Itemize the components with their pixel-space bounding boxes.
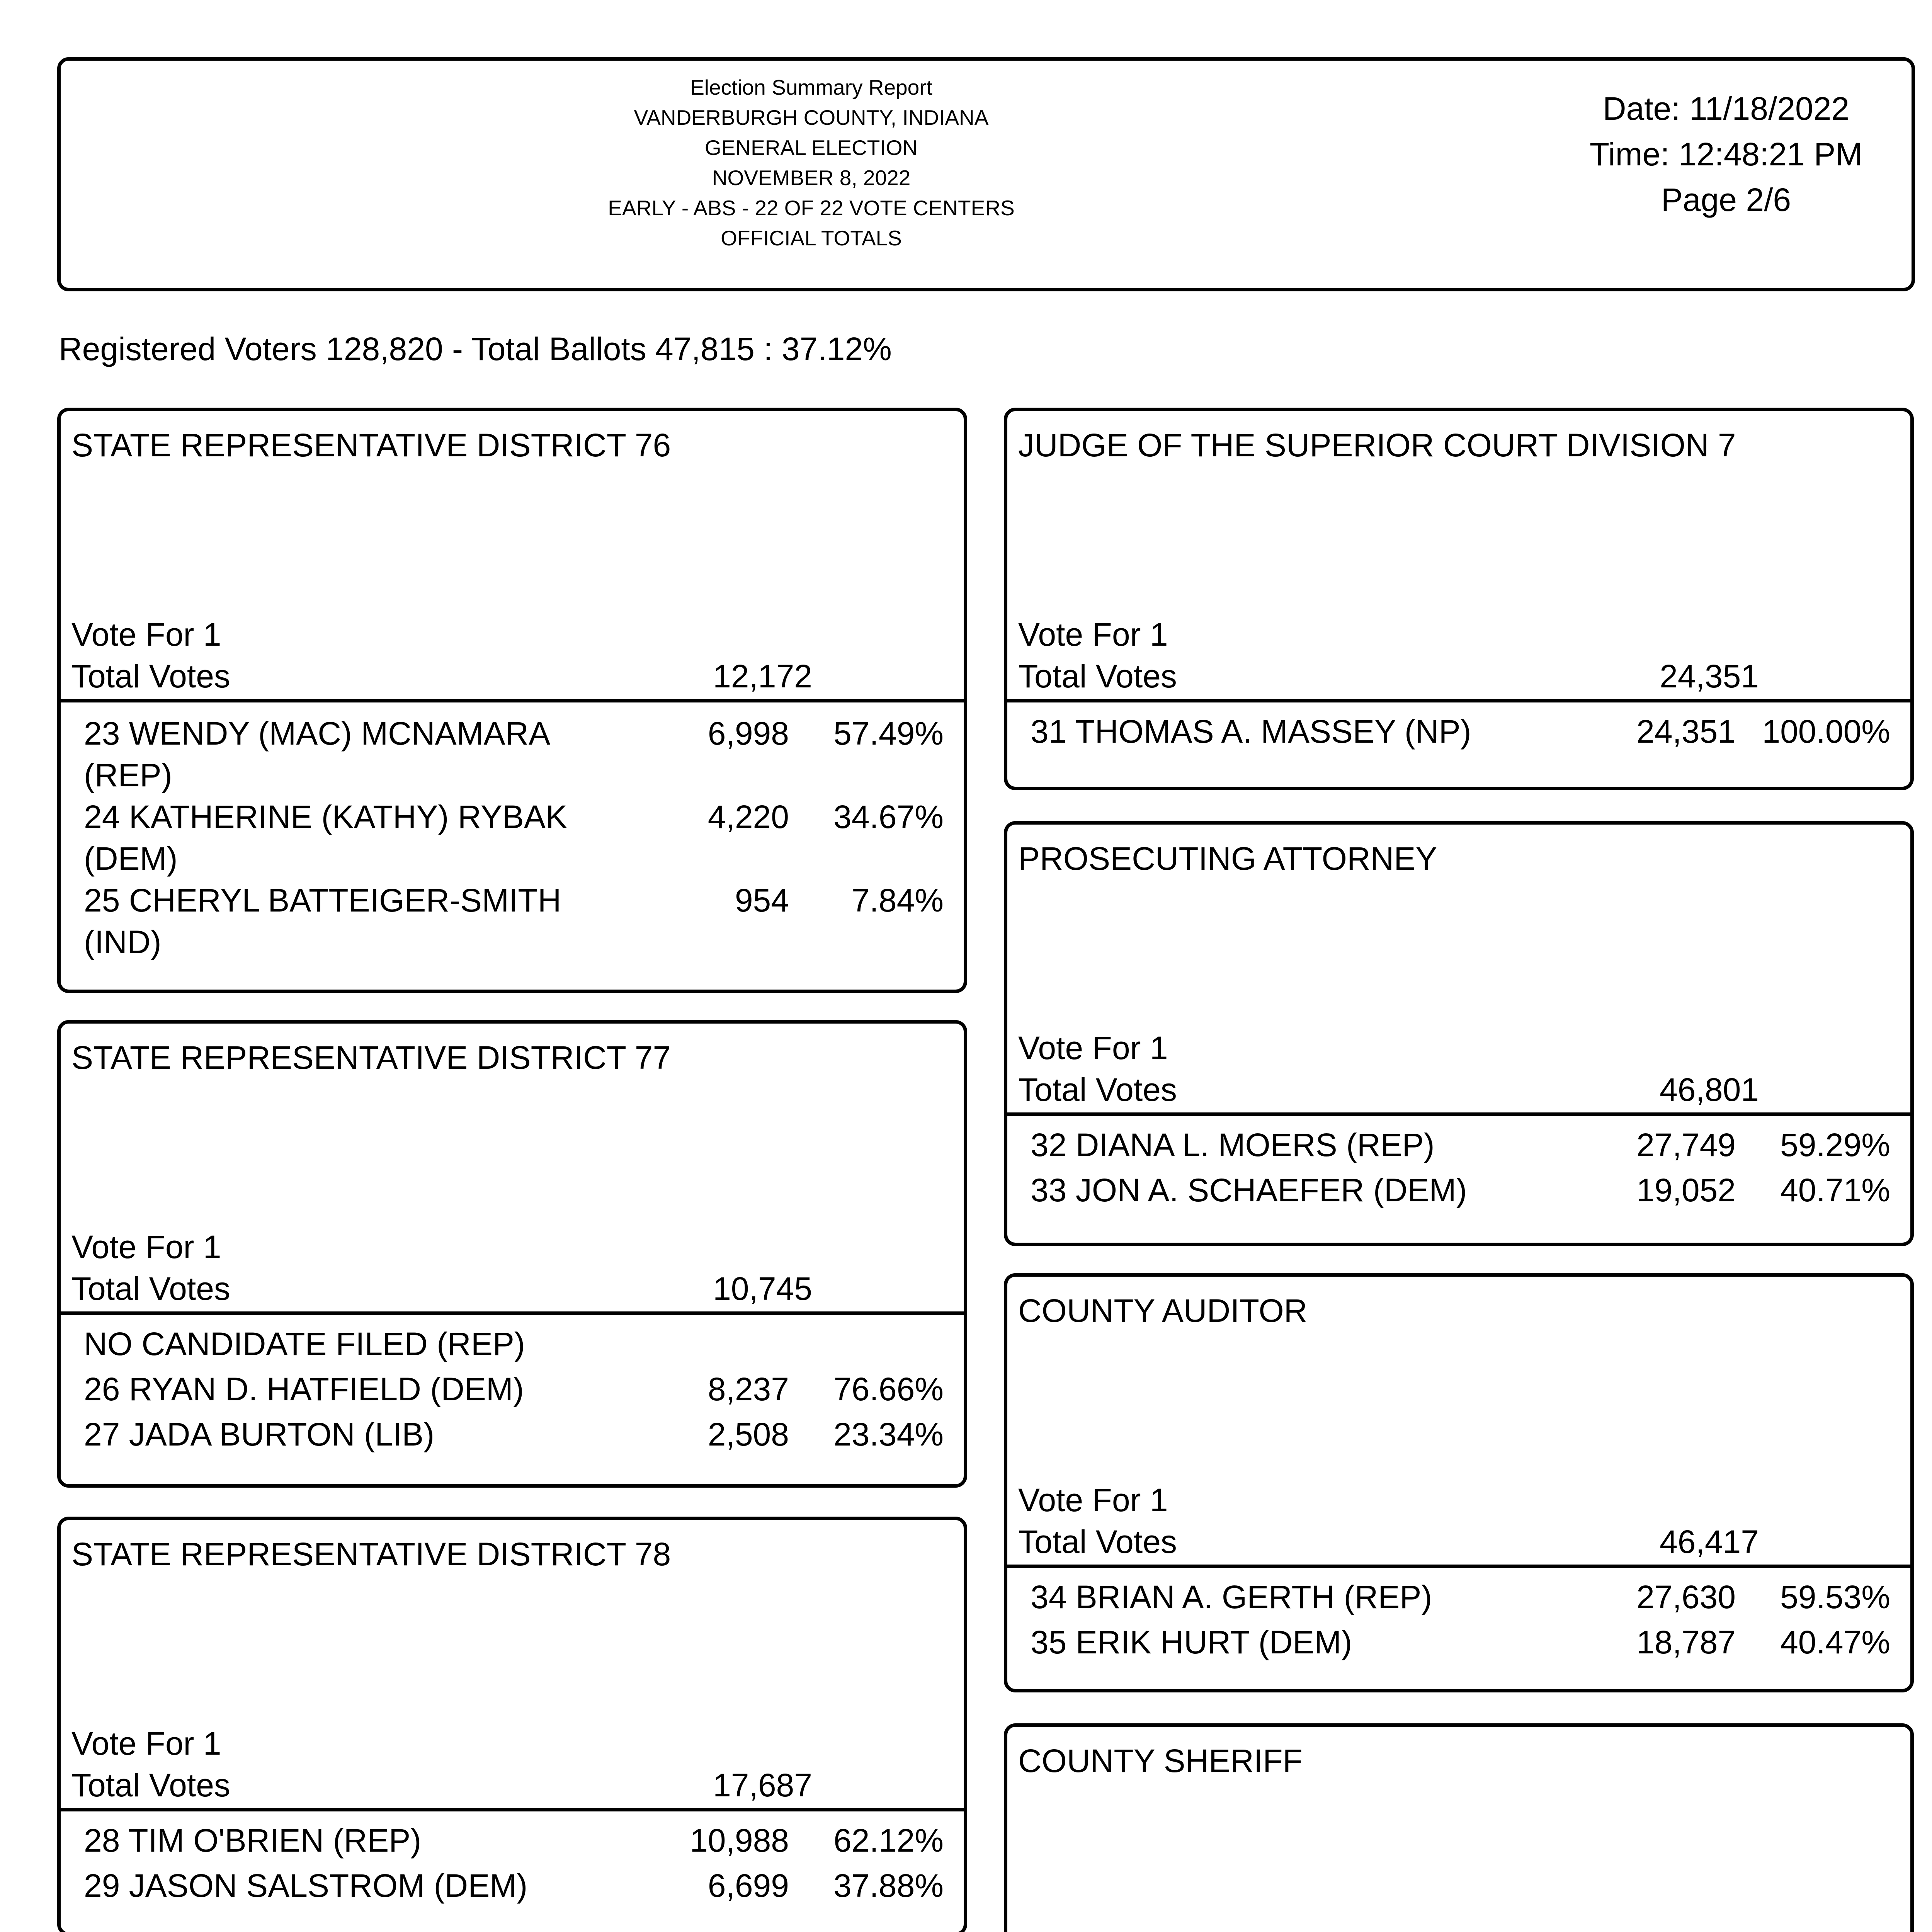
vote-for-label: Vote For 1 [1018,616,1168,653]
candidate-row [84,1413,947,1455]
candidate-percent: 34.67% [833,799,944,835]
candidate-percent: 76.66% [833,1371,944,1407]
total-votes-label: Total Votes [71,1767,230,1803]
candidate-votes: 27,630 [1636,1579,1736,1615]
candidate-name: 31 THOMAS A. MASSEY (NP) [1031,713,1471,750]
vote-for-label: Vote For 1 [71,616,221,653]
contest-title: PROSECUTING ATTORNEY [1018,840,1437,877]
total-votes-label: Total Votes [71,658,230,694]
total-votes-value: 10,745 [713,1270,812,1307]
total-votes-value: 12,172 [713,658,812,694]
candidate-name: NO CANDIDATE FILED (REP) [84,1326,525,1362]
candidate-name: 23 WENDY (MAC) MCNAMARA (REP) [84,715,551,793]
vote-for-label: Vote For 1 [1018,1482,1168,1518]
contest-title: STATE REPRESENTATIVE DISTRICT 77 [71,1039,671,1076]
candidate-row [1031,1169,1894,1211]
vote-centers-line: EARLY - ABS - 22 OF 22 VOTE CENTERS [608,196,1015,220]
candidate-name: 29 JASON SALSTROM (DEM) [84,1867,528,1904]
candidate-row [84,713,947,796]
candidate-percent: 62.12% [833,1822,944,1859]
candidate-name: 27 JADA BURTON (LIB) [84,1416,435,1452]
total-votes-value: 46,417 [1660,1524,1759,1560]
vote-for-label: Vote For 1 [1018,1030,1168,1066]
candidate-votes: 954 [735,882,789,918]
divider [61,699,964,702]
contest-title: COUNTY AUDITOR [1018,1293,1308,1329]
candidate-percent: 59.53% [1780,1579,1890,1615]
total-votes-value: 24,351 [1660,658,1759,694]
candidate-name: 28 TIM O'BRIEN (REP) [84,1822,422,1859]
candidate-party: (REP) [84,757,172,793]
candidate-votes: 6,699 [707,1867,789,1904]
candidate-row [84,879,947,963]
report-header [57,57,1915,291]
candidate-votes: 19,052 [1636,1172,1736,1208]
candidate-row [84,1865,947,1906]
total-votes-label: Total Votes [1018,1071,1177,1108]
divider [61,1808,964,1811]
contest-title: JUDGE OF THE SUPERIOR COURT DIVISION 7 [1018,427,1736,463]
turnout-summary: Registered Voters 128,820 - Total Ballots 47,815 : 37.12% [59,331,892,367]
candidate-party: (DEM) [84,840,178,877]
candidate-row [1031,711,1894,752]
candidate-percent: 100.00% [1762,713,1890,750]
total-votes-label: Total Votes [1018,658,1177,694]
candidate-percent: 37.88% [833,1867,944,1904]
total-votes-value: 46,801 [1660,1071,1759,1108]
report-date: Date: 11/18/2022 [1602,90,1850,127]
candidate-row [1031,1621,1894,1663]
divider [61,1311,964,1315]
candidate-row [84,1323,947,1365]
candidate-percent: 40.47% [1780,1624,1890,1660]
vote-for-label: Vote For 1 [71,1725,221,1762]
contest-title: COUNTY SHERIFF [1018,1743,1303,1779]
candidate-percent: 57.49% [833,715,944,752]
divider [1007,699,1910,702]
vote-for-label: Vote For 1 [71,1229,221,1265]
report-title: Election Summary Report [690,75,932,99]
candidate-name: 34 BRIAN A. GERTH (REP) [1031,1579,1432,1615]
divider [1007,1112,1910,1116]
candidate-votes: 27,749 [1636,1127,1736,1163]
candidate-votes: 18,787 [1636,1624,1736,1660]
contest-title: STATE REPRESENTATIVE DISTRICT 78 [71,1536,671,1572]
contest-title: STATE REPRESENTATIVE DISTRICT 76 [71,427,671,463]
candidate-votes: 6,998 [707,715,789,752]
candidate-percent: 59.29% [1780,1127,1890,1163]
candidate-name: 26 RYAN D. HATFIELD (DEM) [84,1371,524,1407]
contest-box [1004,408,1914,790]
candidate-name: 25 CHERYL BATTEIGER-SMITH (IND) [84,882,561,960]
candidate-party: (IND) [84,924,162,960]
contest-box [1004,1273,1914,1692]
candidate-row [84,1820,947,1861]
candidate-votes: 10,988 [690,1822,789,1859]
contest-box [57,1020,967,1488]
candidate-row [84,1368,947,1410]
report-time: Time: 12:48:21 PM [1589,136,1863,172]
candidate-votes: 24,351 [1636,713,1736,750]
report-meta [1552,86,1900,223]
election-line: GENERAL ELECTION [704,136,918,160]
candidate-row [84,796,947,879]
page-number: Page 2/6 [1661,182,1791,218]
official-totals-line: OFFICIAL TOTALS [721,226,902,250]
candidate-name: 33 JON A. SCHAEFER (DEM) [1031,1172,1467,1208]
candidate-votes: 2,508 [707,1416,789,1452]
county-line: VANDERBURGH COUNTY, INDIANA [634,105,989,129]
total-votes-label: Total Votes [1018,1524,1177,1560]
candidate-votes: 8,237 [707,1371,789,1407]
candidate-votes: 4,220 [707,799,789,835]
report-title-block [61,72,1562,253]
candidate-row [1031,1124,1894,1166]
candidate-percent: 40.71% [1780,1172,1890,1208]
total-votes-value: 17,687 [713,1767,812,1803]
candidate-percent: 7.84% [851,882,944,918]
candidate-name: 35 ERIK HURT (DEM) [1031,1624,1352,1660]
total-votes-label: Total Votes [71,1270,230,1307]
candidate-name: 24 KATHERINE (KATHY) RYBAK (DEM) [84,799,567,877]
divider [1007,1565,1910,1568]
contest-box [1004,821,1914,1246]
candidate-percent: 23.34% [833,1416,944,1452]
candidate-name: 32 DIANA L. MOERS (REP) [1031,1127,1435,1163]
candidate-row [1031,1576,1894,1618]
contest-box [57,1517,967,1932]
contest-box [1004,1723,1914,1932]
contest-box [57,408,967,993]
election-date-line: NOVEMBER 8, 2022 [712,166,911,190]
